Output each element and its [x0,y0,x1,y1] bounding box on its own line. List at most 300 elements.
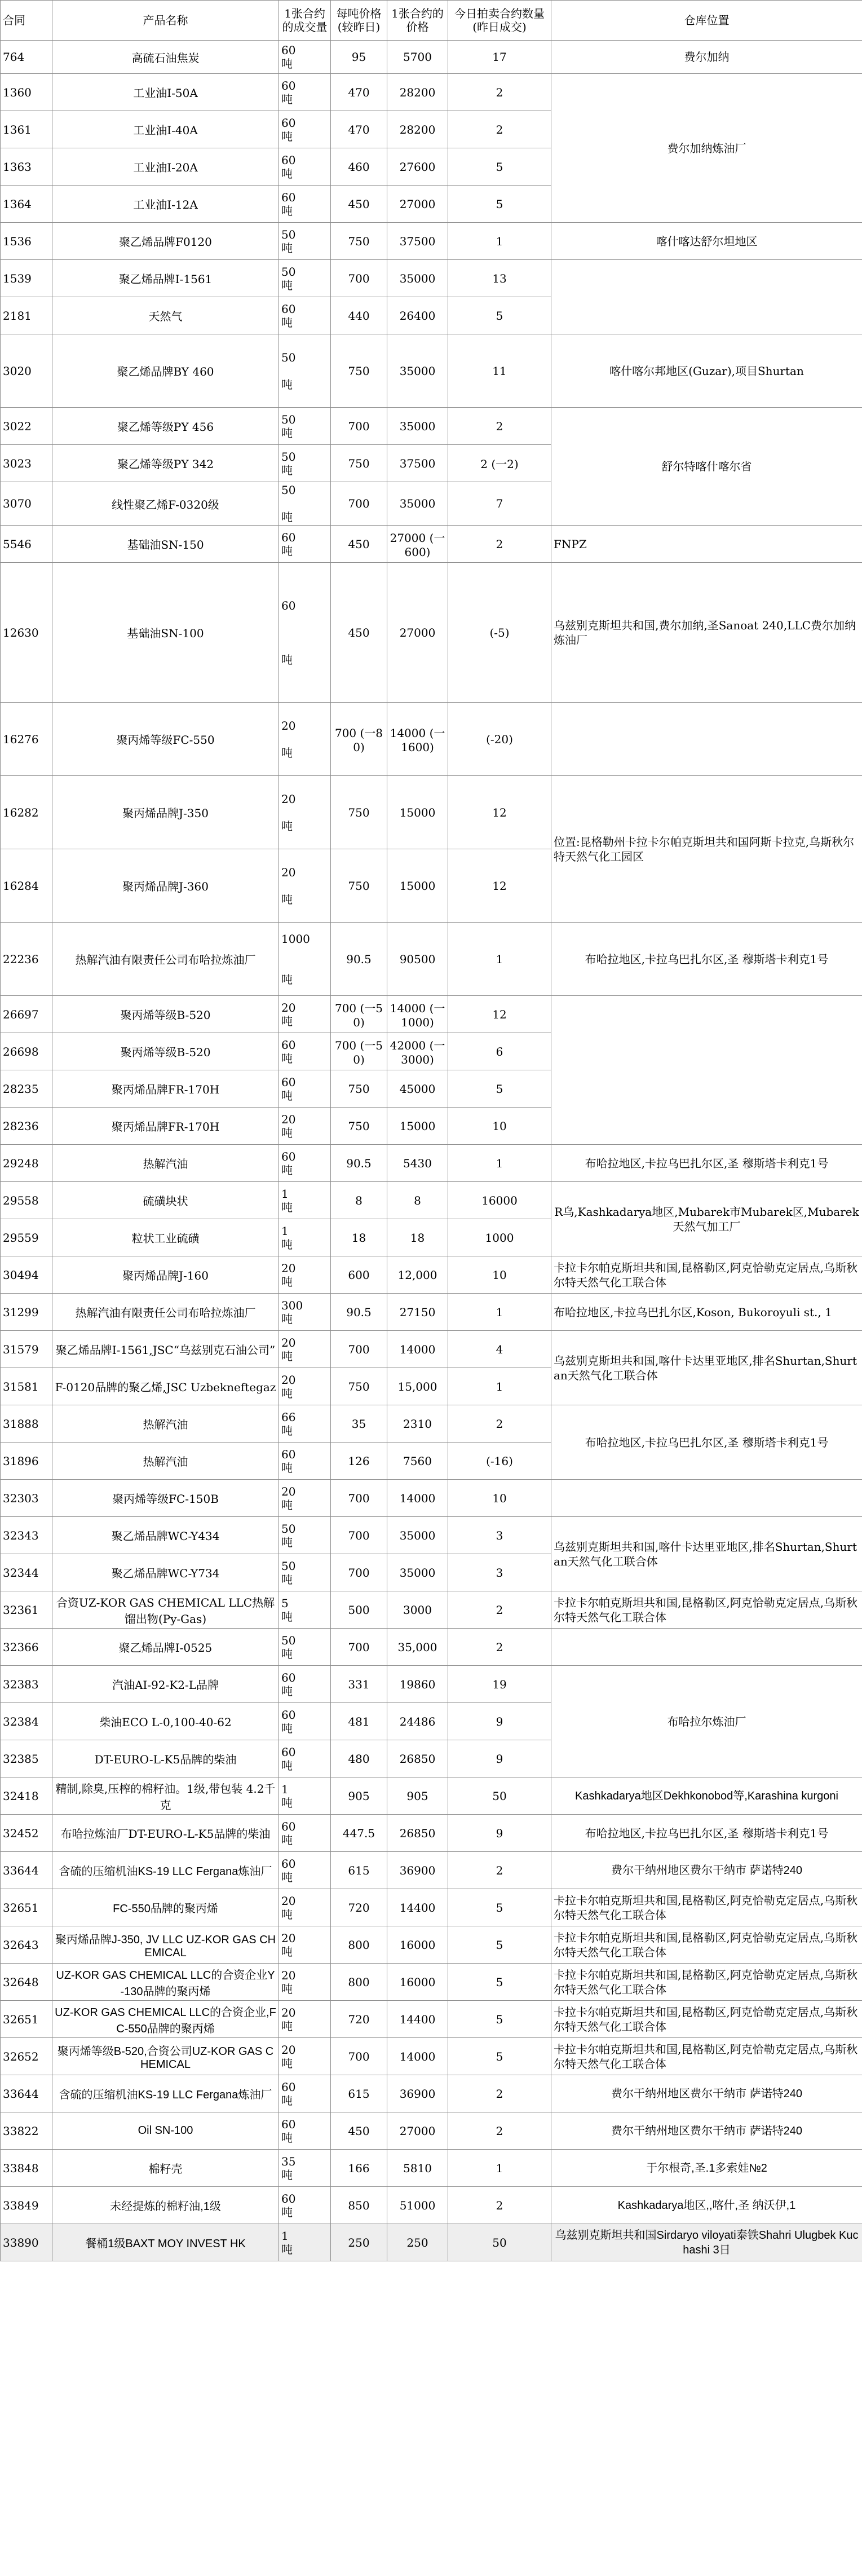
contract-price: 15000 [387,776,448,849]
product-name: 精制,除臭,压榨的棉籽油。1级,带包装 4.2千克 [52,1777,279,1815]
price-per-ton: 126 [331,1443,387,1480]
lots-count: 5 [448,297,551,334]
contract-volume: 60 吨 [279,186,331,223]
price-per-ton: 480 [331,1740,387,1777]
lots-count: 13 [448,260,551,297]
lots-count: 11 [448,334,551,408]
contract-id: 32648 [1,1964,52,2001]
header-warehouse: 仓库位置 [551,1,862,41]
table-row [1,923,862,996]
price-per-ton: 700 [331,2038,387,2075]
contract-price: 14400 [387,1889,448,1926]
table-row [1,334,862,408]
product-name: 聚丙烯等级B-520 [52,996,279,1033]
contract-volume: 5 吨 [279,1591,331,1629]
lots-count: 5 [448,186,551,223]
product-name: 工业油I-40A [52,111,279,148]
price-per-ton: 460 [331,148,387,186]
contract-price: 36900 [387,1852,448,1889]
contract-id: 3022 [1,408,52,445]
product-name: 热解汽油有限责任公司布哈拉炼油厂 [52,923,279,996]
warehouse-location: 布哈拉尔炼油厂 [551,1666,862,1777]
contract-volume: 50 吨 [279,445,331,482]
contract-volume: 1 吨 [279,2224,331,2261]
contract-id: 3070 [1,482,52,526]
contract-volume: 20 吨 [279,1889,331,1926]
contract-price: 16000 [387,1926,448,1964]
product-name: 聚丙烯品牌FR-170H [52,1070,279,1108]
contract-price: 14000 [387,1331,448,1368]
table-row [1,1815,862,1852]
table-row [1,1852,862,1889]
product-name: 聚丙烯品牌J-350, JV LLC UZ-KOR GAS CHEMICAL [52,1926,279,1964]
contract-volume: 60 吨 [279,1666,331,1703]
contract-id: 764 [1,41,52,74]
lots-count: 50 [448,2224,551,2261]
price-per-ton: 750 [331,1368,387,1405]
contract-id: 26698 [1,1033,52,1070]
contract-price: 19860 [387,1666,448,1703]
contract-volume: 1 吨 [279,1219,331,1256]
contract-id: 29248 [1,1145,52,1182]
contract-id: 32643 [1,1926,52,1964]
product-name: 硫磺块状 [52,1182,279,1219]
warehouse-location: Kashkadarya地区Dekhkonobod等,Karashina kurgoni [551,1777,862,1815]
contract-volume: 20 吨 [279,1331,331,1368]
lots-count: 1000 [448,1219,551,1256]
warehouse-location: 费尔加纳炼油厂 [551,74,862,223]
lots-count: 5 [448,2001,551,2038]
contract-id: 1361 [1,111,52,148]
table-row [1,776,862,849]
lots-count: 10 [448,1256,551,1294]
contract-volume: 20 吨 [279,1108,331,1145]
contract-price: 37500 [387,223,448,260]
table-row [1,1889,862,1926]
contract-price: 7560 [387,1443,448,1480]
price-per-ton: 250 [331,2224,387,2261]
table-header-row [1,1,862,41]
contract-volume: 60 吨 [279,41,331,74]
price-per-ton: 470 [331,111,387,148]
product-name: 基础油SN-100 [52,563,279,703]
warehouse-location: 布哈拉地区,卡拉乌巴扎尔区,圣 穆斯塔卡利克1号 [551,1145,862,1182]
lots-count: 2 [448,1405,551,1443]
contract-price: 28200 [387,111,448,148]
contract-volume: 60 吨 [279,1443,331,1480]
warehouse-location: FNPZ [551,526,862,563]
contract-price: 250 [387,2224,448,2261]
contract-volume: 60 吨 [279,2112,331,2150]
contract-volume: 50 吨 [279,482,331,526]
contract-id: 32361 [1,1591,52,1629]
contract-id: 32651 [1,1889,52,1926]
warehouse-location: 卡拉卡尔帕克斯坦共和国,昆格勒区,阿克恰勒克定居点,乌斯秋尔特天然气化工联合体 [551,1256,862,1294]
price-per-ton: 95 [331,41,387,74]
warehouse-location: 卡拉卡尔帕克斯坦共和国,昆格勒区,阿克恰勒克定居点,乌斯秋尔特天然气化工联合体 [551,1591,862,1629]
price-per-ton: 750 [331,849,387,923]
contract-price: 51000 [387,2187,448,2224]
warehouse-location: 卡拉卡尔帕克斯坦共和国,昆格勒区,阿克恰勒克定居点,乌斯秋尔特天然气化工联合体 [551,2001,862,2038]
warehouse-location: 乌兹别克斯坦共和国,费尔加纳,圣Sanoat 240,LLC费尔加纳炼油厂 [551,563,862,703]
contract-id: 16282 [1,776,52,849]
contract-price: 24486 [387,1703,448,1740]
contract-price: 14000 (一1000) [387,996,448,1033]
contract-id: 32344 [1,1554,52,1591]
price-per-ton: 90.5 [331,923,387,996]
contract-price: 14000 [387,1480,448,1517]
table-row [1,1517,862,1554]
contract-volume: 50 吨 [279,223,331,260]
lots-count: 1 [448,923,551,996]
lots-count: 2 [448,526,551,563]
lots-count: 2 [448,1591,551,1629]
product-name: UZ-KOR GAS CHEMICAL LLC的合资企业Y-130品牌的聚丙烯 [52,1964,279,2001]
price-per-ton: 600 [331,1256,387,1294]
table-row [1,1591,862,1629]
table-row [1,2224,862,2261]
price-per-ton: 450 [331,563,387,703]
product-name: 聚丙烯等级FC-150B [52,1480,279,1517]
contract-volume: 20 吨 [279,1926,331,1964]
contract-id: 32452 [1,1815,52,1852]
contract-price: 27000 [387,186,448,223]
contract-price: 35,000 [387,1629,448,1666]
lots-count: 16000 [448,1182,551,1219]
contract-id: 29558 [1,1182,52,1219]
price-per-ton: 615 [331,1852,387,1889]
contract-volume: 60 吨 [279,2075,331,2112]
price-per-ton: 700 (一80) [331,703,387,776]
price-per-ton: 720 [331,2001,387,2038]
warehouse-location: 卡拉卡尔帕克斯坦共和国,昆格勒区,阿克恰勒克定居点,乌斯秋尔特天然气化工联合体 [551,1926,862,1964]
product-name: 柴油ECO L-0,100-40-62 [52,1703,279,1740]
lots-count: 2 [448,2187,551,2224]
contract-id: 28235 [1,1070,52,1108]
lots-count: 1 [448,223,551,260]
warehouse-location: 乌兹别克斯坦共和国Sirdaryo viloyati泰铁Shahri Ulugbek Kuchashi 3日 [551,2224,862,2261]
price-per-ton: 470 [331,74,387,111]
warehouse-location [551,1480,862,1517]
contract-volume: 1 吨 [279,1182,331,1219]
contract-volume: 50 吨 [279,1554,331,1591]
price-per-ton: 700 [331,1331,387,1368]
contract-id: 3020 [1,334,52,408]
lots-count: 50 [448,1777,551,1815]
warehouse-location: 布哈拉地区,卡拉乌巴扎尔区,圣 穆斯塔卡利克1号 [551,1815,862,1852]
contract-price: 35000 [387,408,448,445]
contract-price: 28200 [387,74,448,111]
contract-volume: 20 吨 [279,776,331,849]
contract-volume: 20 吨 [279,1368,331,1405]
price-per-ton: 35 [331,1405,387,1443]
price-per-ton: 700 [331,408,387,445]
warehouse-location: 舒尔特喀什喀尔省 [551,408,862,526]
contract-id: 30494 [1,1256,52,1294]
contract-volume: 60 吨 [279,297,331,334]
contract-volume: 20 吨 [279,703,331,776]
lots-count: 12 [448,776,551,849]
contract-price: 14000 (一1600) [387,703,448,776]
lots-count: 2 [448,2075,551,2112]
contract-id: 29559 [1,1219,52,1256]
contract-id: 32384 [1,1703,52,1740]
contract-id: 32385 [1,1740,52,1777]
contract-price: 42000 (一3000) [387,1033,448,1070]
product-name: 汽油AI-92-K2-L品牌 [52,1666,279,1703]
product-name: 聚丙烯品牌J-160 [52,1256,279,1294]
contract-price: 905 [387,1777,448,1815]
table-row [1,408,862,445]
contract-price: 45000 [387,1070,448,1108]
contract-price: 2310 [387,1405,448,1443]
table-row [1,1777,862,1815]
warehouse-location [551,703,862,776]
table-row [1,1405,862,1443]
contract-volume: 20 吨 [279,2001,331,2038]
contract-id: 32418 [1,1777,52,1815]
contract-id: 33849 [1,2187,52,2224]
contract-volume: 50 吨 [279,408,331,445]
header-volume: 1张合约的成交量 [279,1,331,41]
contract-id: 28236 [1,1108,52,1145]
contract-id: 16284 [1,849,52,923]
product-name: 粒状工业硫磺 [52,1219,279,1256]
table-row [1,526,862,563]
warehouse-location: 布哈拉地区,卡拉乌巴扎尔区,Koson, Bukoroyuli st., 1 [551,1294,862,1331]
contract-price: 14000 [387,2038,448,2075]
contract-volume: 35 吨 [279,2150,331,2187]
product-name: 含硫的压缩机油KS-19 LLC Fergana炼油厂 [52,2075,279,2112]
contract-id: 1360 [1,74,52,111]
contract-price: 14400 [387,2001,448,2038]
lots-count: 10 [448,1108,551,1145]
lots-count: 2 [448,1852,551,1889]
product-name: 聚乙烯等级PY 342 [52,445,279,482]
price-per-ton: 700 [331,1480,387,1517]
product-name: 聚乙烯品牌I-1561 [52,260,279,297]
warehouse-location: 费尔加纳 [551,41,862,74]
table-row [1,1629,862,1666]
lots-count: 4 [448,1331,551,1368]
table-row [1,563,862,703]
contract-id: 33890 [1,2224,52,2261]
lots-count: 10 [448,1480,551,1517]
warehouse-location: 费尔干纳州地区费尔干纳市 萨诺特240 [551,1852,862,1889]
contract-id: 31299 [1,1294,52,1331]
price-per-ton: 447.5 [331,1815,387,1852]
product-name: FC-550品牌的聚丙烯 [52,1889,279,1926]
lots-count: (-5) [448,563,551,703]
header-price-ton: 每吨价格(较昨日) [331,1,387,41]
contract-volume: 66 吨 [279,1405,331,1443]
product-name: 聚乙烯品牌BY 460 [52,334,279,408]
warehouse-location: R乌,Kashkadarya地区,Mubarek市Mubarek区,Mubarek天然气加工厂 [551,1182,862,1256]
product-name: 未经提炼的棉籽油,1级 [52,2187,279,2224]
contract-id: 33848 [1,2150,52,2187]
price-per-ton: 850 [331,2187,387,2224]
product-name: F-0120品牌的聚乙烯,JSC Uzbekneftegaz [52,1368,279,1405]
contract-id: 33644 [1,2075,52,2112]
lots-count: 17 [448,41,551,74]
contract-price: 15000 [387,1108,448,1145]
contract-volume: 60 吨 [279,563,331,703]
contract-price: 90500 [387,923,448,996]
header-contract: 合同 [1,1,52,41]
price-per-ton: 750 [331,445,387,482]
contract-id: 26697 [1,996,52,1033]
contract-price: 37500 [387,445,448,482]
price-per-ton: 8 [331,1182,387,1219]
contract-price: 27000 [387,2112,448,2150]
contract-price: 27000 (一600) [387,526,448,563]
warehouse-location: 喀什喀达舒尔坦地区 [551,223,862,260]
product-name: 线性聚乙烯F-0320级 [52,482,279,526]
contract-price: 15000 [387,849,448,923]
product-name: DT-EURO-L-K5品牌的柴油 [52,1740,279,1777]
contract-id: 31579 [1,1331,52,1368]
contract-volume: 50 吨 [279,260,331,297]
contract-price: 26850 [387,1740,448,1777]
warehouse-location [551,996,862,1145]
contract-volume: 20 吨 [279,1256,331,1294]
warehouse-location: Kashkadarya地区,,喀什,圣 纳沃伊,1 [551,2187,862,2224]
warehouse-location: 乌兹别克斯坦共和国,喀什卡达里亚地区,排名Shurtan,Shurtan天然气化工联合体 [551,1331,862,1405]
contract-volume: 60 吨 [279,1740,331,1777]
product-name: 餐桶1级BAXT MOY INVEST HK [52,2224,279,2261]
price-per-ton: 440 [331,297,387,334]
product-name: 含硫的压缩机油KS-19 LLC Fergana炼油厂 [52,1852,279,1889]
price-per-ton: 450 [331,526,387,563]
price-per-ton: 500 [331,1591,387,1629]
warehouse-location: 布哈拉地区,卡拉乌巴扎尔区,圣 穆斯塔卡利克1号 [551,1405,862,1480]
header-product: 产品名称 [52,1,279,41]
table-row [1,1964,862,2001]
lots-count: 9 [448,1703,551,1740]
contract-id: 1364 [1,186,52,223]
header-lots: 今日拍卖合约数量(昨日成交) [448,1,551,41]
product-name: UZ-KOR GAS CHEMICAL LLC的合资企业,FC-550品牌的聚丙烯 [52,2001,279,2038]
contract-price: 27000 [387,563,448,703]
lots-count: 2 [448,408,551,445]
contract-price: 35000 [387,260,448,297]
contract-id: 3023 [1,445,52,482]
contract-id: 31896 [1,1443,52,1480]
price-per-ton: 800 [331,1964,387,2001]
lots-count: 12 [448,996,551,1033]
product-name: 聚乙烯品牌I-0525 [52,1629,279,1666]
contract-price: 26850 [387,1815,448,1852]
warehouse-location: 费尔干纳州地区费尔干纳市 萨诺特240 [551,2075,862,2112]
lots-count: 2 [448,74,551,111]
contract-id: 32343 [1,1517,52,1554]
product-name: 聚丙烯品牌FR-170H [52,1108,279,1145]
lots-count: 19 [448,1666,551,1703]
contract-price: 26400 [387,297,448,334]
contract-volume: 20 吨 [279,996,331,1033]
product-name: 热解汽油 [52,1405,279,1443]
contract-id: 33822 [1,2112,52,2150]
price-per-ton: 750 [331,223,387,260]
product-name: 聚丙烯等级B-520 [52,1033,279,1070]
product-name: 工业油I-12A [52,186,279,223]
contract-price: 35000 [387,482,448,526]
price-per-ton: 800 [331,1926,387,1964]
product-name: Oil SN-100 [52,2112,279,2150]
contract-id: 32366 [1,1629,52,1666]
product-name: 聚乙烯品牌WC-Y434 [52,1517,279,1554]
contract-price: 3000 [387,1591,448,1629]
table-row [1,2001,862,2038]
product-name: 聚丙烯品牌J-360 [52,849,279,923]
product-name: 工业油I-50A [52,74,279,111]
contract-id: 16276 [1,703,52,776]
price-per-ton: 700 (一50) [331,1033,387,1070]
price-per-ton: 750 [331,776,387,849]
table-row [1,74,862,111]
product-name: 聚乙烯品牌I-1561,JSC“乌兹别克石油公司” [52,1331,279,1368]
price-per-ton: 166 [331,2150,387,2187]
table-row [1,223,862,260]
price-per-ton: 700 [331,482,387,526]
product-name: 天然气 [52,297,279,334]
contract-volume: 20 吨 [279,1480,331,1517]
product-name: 合资UZ-KOR GAS CHEMICAL LLC热解馏出物(Py-Gas) [52,1591,279,1629]
contract-id: 5546 [1,526,52,563]
warehouse-location: 卡拉卡尔帕克斯坦共和国,昆格勒区,阿克恰勒克定居点,乌斯秋尔特天然气化工联合体 [551,1889,862,1926]
contract-volume: 60 吨 [279,2187,331,2224]
price-per-ton: 615 [331,2075,387,2112]
price-per-ton: 750 [331,334,387,408]
product-name: 热解汽油 [52,1145,279,1182]
lots-count: 1 [448,2150,551,2187]
table-row [1,1480,862,1517]
lots-count: 2 (一2) [448,445,551,482]
table-row [1,1145,862,1182]
price-per-ton: 331 [331,1666,387,1703]
contract-volume: 60 吨 [279,1703,331,1740]
contract-volume: 20 吨 [279,1964,331,2001]
table-row [1,1182,862,1219]
contract-volume: 1 吨 [279,1777,331,1815]
contract-price: 12,000 [387,1256,448,1294]
lots-count: 5 [448,2038,551,2075]
contract-id: 1363 [1,148,52,186]
lots-count: 5 [448,1926,551,1964]
price-per-ton: 700 [331,1517,387,1554]
contract-id: 31888 [1,1405,52,1443]
lots-count: 6 [448,1033,551,1070]
price-per-ton: 700 (一50) [331,996,387,1033]
product-name: 布哈拉炼油厂DT-EURO-L-K5品牌的柴油 [52,1815,279,1852]
contract-id: 2181 [1,297,52,334]
contract-volume: 60 吨 [279,1033,331,1070]
warehouse-location: 费尔干纳州地区费尔干纳市 萨诺特240 [551,2112,862,2150]
table-row [1,2112,862,2150]
contract-volume: 1000 吨 [279,923,331,996]
product-name: 聚丙烯品牌J-350 [52,776,279,849]
contract-id: 32383 [1,1666,52,1703]
contract-id: 1539 [1,260,52,297]
lots-count: 12 [448,849,551,923]
warehouse-location: 喀什喀尔邦地区(Guzar),项目Shurtan [551,334,862,408]
lots-count: 5 [448,148,551,186]
price-per-ton: 720 [331,1889,387,1926]
contract-volume: 60 吨 [279,148,331,186]
warehouse-location: 于尔根奇,圣.1多索娃№2 [551,2150,862,2187]
product-name: 聚乙烯品牌F0120 [52,223,279,260]
price-per-ton: 90.5 [331,1145,387,1182]
